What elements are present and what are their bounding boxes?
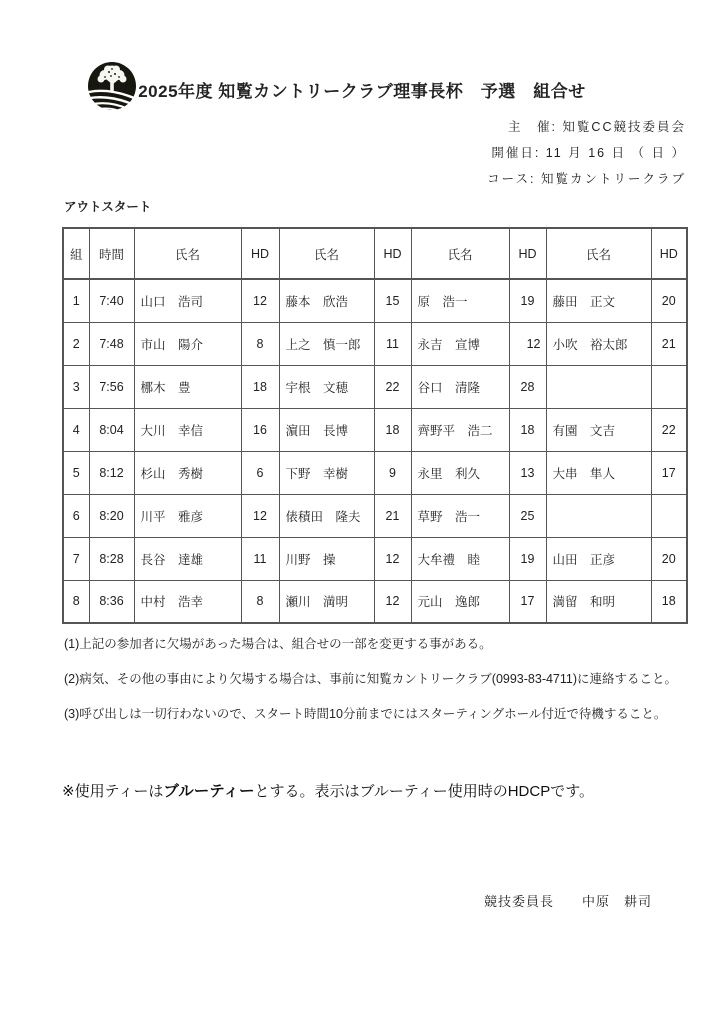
- player-hd-cell: 18: [374, 408, 411, 451]
- player-hd-cell: 18: [241, 365, 279, 408]
- player-name-cell: 上之 慎一郎: [279, 322, 374, 365]
- organizer-line: 主 催: 知覧CC競技委員会: [507, 120, 686, 134]
- player-hd-cell: 17: [509, 580, 546, 623]
- player-hd-cell: 9: [374, 451, 411, 494]
- player-hd-cell: 20: [651, 279, 687, 322]
- tee-usage-note: [62, 779, 594, 801]
- committee-chair-signature: 競技委員長 中原 耕司: [483, 894, 652, 909]
- note-1: (1)上記の参加者に欠場があった場合は、組合せの一部を変更する事がある。: [64, 637, 492, 651]
- player-hd-cell: 12: [374, 537, 411, 580]
- pairing-table: [62, 227, 688, 624]
- player-name-cell: 山口 浩司: [134, 279, 241, 322]
- column-header: 時間: [89, 228, 134, 279]
- out-start-label: アウトスタート: [64, 200, 152, 214]
- player-hd-cell: [651, 494, 687, 537]
- column-header: HD: [651, 228, 687, 279]
- player-hd-cell: 8: [241, 322, 279, 365]
- player-name-cell: 下野 幸樹: [279, 451, 374, 494]
- player-name-cell: 杉山 秀樹: [134, 451, 241, 494]
- player-hd-cell: 12: [374, 580, 411, 623]
- player-name-cell: 中村 浩幸: [134, 580, 241, 623]
- player-hd-cell: 12: [241, 279, 279, 322]
- table-row: [63, 494, 687, 537]
- group-cell: 1: [63, 279, 89, 322]
- table-header: [63, 228, 687, 279]
- player-name-cell: 川平 雅彦: [134, 494, 241, 537]
- player-hd-cell: 22: [374, 365, 411, 408]
- player-name-cell: 齊野平 浩二: [411, 408, 509, 451]
- time-cell: 8:28: [89, 537, 134, 580]
- player-name-cell: 瀬川 満明: [279, 580, 374, 623]
- player-name-cell: 川野 操: [279, 537, 374, 580]
- player-hd-cell: 20: [651, 537, 687, 580]
- player-hd-cell: 18: [651, 580, 687, 623]
- player-name-cell: 草野 浩一: [411, 494, 509, 537]
- player-name-cell: [546, 494, 651, 537]
- player-hd-cell: 16: [241, 408, 279, 451]
- time-cell: 8:12: [89, 451, 134, 494]
- group-cell: 6: [63, 494, 89, 537]
- table-row: [63, 322, 687, 365]
- player-name-cell: 小吹 裕太郎: [546, 322, 651, 365]
- column-header: 組: [63, 228, 89, 279]
- player-hd-cell: 25: [509, 494, 546, 537]
- player-hd-cell: 17: [651, 451, 687, 494]
- group-cell: 8: [63, 580, 89, 623]
- player-hd-cell: 28: [509, 365, 546, 408]
- table-row: [63, 537, 687, 580]
- player-hd-cell: 21: [374, 494, 411, 537]
- group-cell: 4: [63, 408, 89, 451]
- player-name-cell: 市山 陽介: [134, 322, 241, 365]
- group-cell: 7: [63, 537, 89, 580]
- player-hd-cell: 21: [651, 322, 687, 365]
- group-cell: 2: [63, 322, 89, 365]
- table-row: [63, 408, 687, 451]
- player-hd-cell: 11: [374, 322, 411, 365]
- column-header: 氏名: [546, 228, 651, 279]
- player-name-cell: 永吉 宣博: [411, 322, 509, 365]
- column-header: 氏名: [279, 228, 374, 279]
- player-hd-cell: 19: [509, 537, 546, 580]
- table-body: [63, 279, 687, 623]
- player-hd-cell: 15: [374, 279, 411, 322]
- column-header: HD: [509, 228, 546, 279]
- time-cell: 7:56: [89, 365, 134, 408]
- event-date-line: 開催日: 11 月 16 日 （ 日 ）: [491, 146, 686, 160]
- table-row: [63, 365, 687, 408]
- player-hd-cell: 12: [241, 494, 279, 537]
- table-row: [63, 279, 687, 322]
- player-hd-cell: 18: [509, 408, 546, 451]
- player-hd-cell: [651, 365, 687, 408]
- player-name-cell: 大牟禮 睦: [411, 537, 509, 580]
- table-row: [63, 580, 687, 623]
- player-name-cell: 有園 文吉: [546, 408, 651, 451]
- tee-note-suffix: とする。表示はブルーティー使用時のHDCPです。: [254, 783, 595, 800]
- player-hd-cell: 11: [241, 537, 279, 580]
- player-hd-cell: 19: [509, 279, 546, 322]
- column-header: HD: [241, 228, 279, 279]
- player-name-cell: 谷口 清隆: [411, 365, 509, 408]
- player-name-cell: 俵積田 隆夫: [279, 494, 374, 537]
- player-name-cell: 藤田 正文: [546, 279, 651, 322]
- time-cell: 8:04: [89, 408, 134, 451]
- group-cell: 3: [63, 365, 89, 408]
- player-hd-cell: 6: [241, 451, 279, 494]
- time-cell: 8:20: [89, 494, 134, 537]
- notes-block: [64, 637, 677, 742]
- table-row: [63, 451, 687, 494]
- player-name-cell: 満留 和明: [546, 580, 651, 623]
- note-3: (3)呼び出しは一切行わないので、スタート時間10分前までにはスターティングホール付近で待機すること。: [64, 707, 667, 721]
- player-name-cell: 濵田 長博: [279, 408, 374, 451]
- note-2: (2)病気、その他の事由により欠場する場合は、事前に知覧カントリークラブ(0993-83-4711)に連絡すること。: [64, 672, 678, 686]
- player-name-cell: 藤本 欣浩: [279, 279, 374, 322]
- column-header: HD: [374, 228, 411, 279]
- group-cell: 5: [63, 451, 89, 494]
- player-hd-cell: 13: [509, 451, 546, 494]
- player-name-cell: 長谷 達雄: [134, 537, 241, 580]
- player-hd-cell: 22: [651, 408, 687, 451]
- player-name-cell: 梛木 豊: [134, 365, 241, 408]
- player-name-cell: [546, 365, 651, 408]
- player-name-cell: 永里 利久: [411, 451, 509, 494]
- course-line: コース: 知覧カントリークラブ: [487, 172, 686, 186]
- time-cell: 7:40: [89, 279, 134, 322]
- tee-note-prefix: ※使用ティーは: [62, 783, 164, 800]
- player-hd-cell: 12: [509, 322, 546, 365]
- player-name-cell: 大串 隼人: [546, 451, 651, 494]
- player-name-cell: 宇根 文穂: [279, 365, 374, 408]
- event-info-block: [487, 120, 686, 198]
- player-name-cell: 大川 幸信: [134, 408, 241, 451]
- column-header: 氏名: [134, 228, 241, 279]
- player-name-cell: 元山 逸郎: [411, 580, 509, 623]
- player-name-cell: 原 浩一: [411, 279, 509, 322]
- player-hd-cell: 8: [241, 580, 279, 623]
- column-header: 氏名: [411, 228, 509, 279]
- player-name-cell: 山田 正彦: [546, 537, 651, 580]
- time-cell: 8:36: [89, 580, 134, 623]
- time-cell: 7:48: [89, 322, 134, 365]
- tee-note-bold: ブルーティー: [163, 783, 255, 800]
- table-header-row: [63, 228, 687, 279]
- page-title: 2025年度 知覧カントリークラブ理事長杯 予選 組合せ: [138, 82, 586, 101]
